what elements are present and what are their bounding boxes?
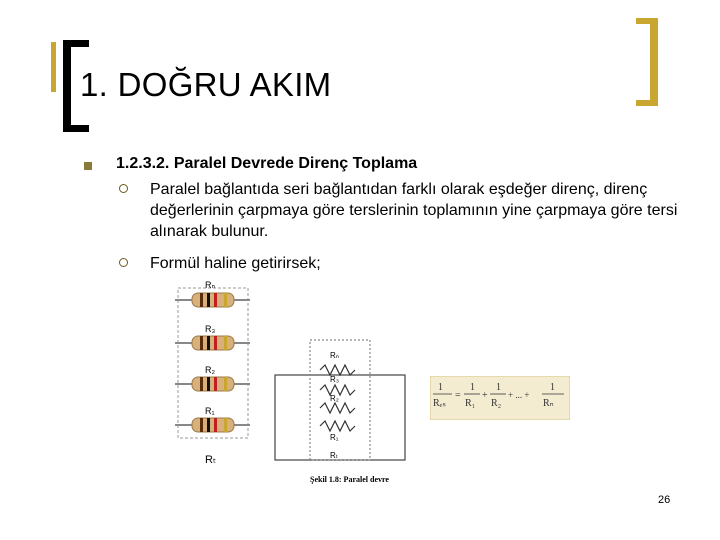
formula-lhs-den: Rₑₛ [433,398,446,409]
circle-bullet-icon [119,258,128,267]
title-bracket-left [63,40,71,132]
resistor-label: R₂ [205,365,215,375]
parallel-circuit-figure [170,280,420,490]
svg-text:=: = [455,390,461,401]
title-bracket-left-top [63,40,89,47]
paragraph-item: Formül haline getirirsek; [150,255,321,272]
circle-bullet-icon [119,184,128,193]
resistor-icon [175,377,250,391]
resistor-label: Rₙ [205,280,216,290]
formula-term-num: 1 [470,382,475,393]
schematic-label: Rₜ [330,451,339,460]
resistor-label: R₁ [205,406,215,416]
total-resistance-label: Rₜ [205,454,217,466]
title-accent-bar [51,42,56,92]
title-bracket-right-top [636,18,658,24]
svg-text:+: + [482,390,488,401]
title-bracket-left-bottom [63,125,89,132]
schematic-label: Rₙ [330,351,339,360]
title-bracket-right [650,18,658,106]
title-bracket-right-bottom [636,100,658,106]
formula-term-num: 1 [496,382,501,393]
formula-term-den: Rₙ [543,398,554,409]
resistor-icon [175,418,250,432]
schematic-label: R₁ [330,433,339,442]
formula-ellipsis: + ... + [508,390,530,400]
formula-term-den: R₁ [465,398,476,409]
slide-title: 1. DOĞRU AKIM [80,66,332,103]
page-number: 26 [658,494,671,506]
figure-caption: Şekil 1.8: Paralel devre [310,475,389,484]
formula-term-den: R₂ [491,398,502,409]
formula-term-num: 1 [550,382,555,393]
parallel-formula [430,376,570,420]
schematic-label: R₂ [330,394,339,403]
square-bullet-icon [84,162,92,170]
paragraph-item: Paralel bağlantıda seri bağlantıdan farklı olarak eşdeğer direnç, direnç değerlerinin çarpmaya göre terslerinin toplamının yine çarpmaya göre tersi alınarak bulunur. [150,181,678,240]
parallel-schematic [275,340,405,460]
resistor-icon [175,336,250,350]
formula-lhs-num: 1 [438,382,443,393]
section-heading: 1.2.3.2. Paralel Devrede Direnç Toplama [116,155,418,172]
schematic-label: R₃ [330,375,340,384]
resistor-icon [175,293,250,307]
resistor-label: R₃ [205,324,216,334]
